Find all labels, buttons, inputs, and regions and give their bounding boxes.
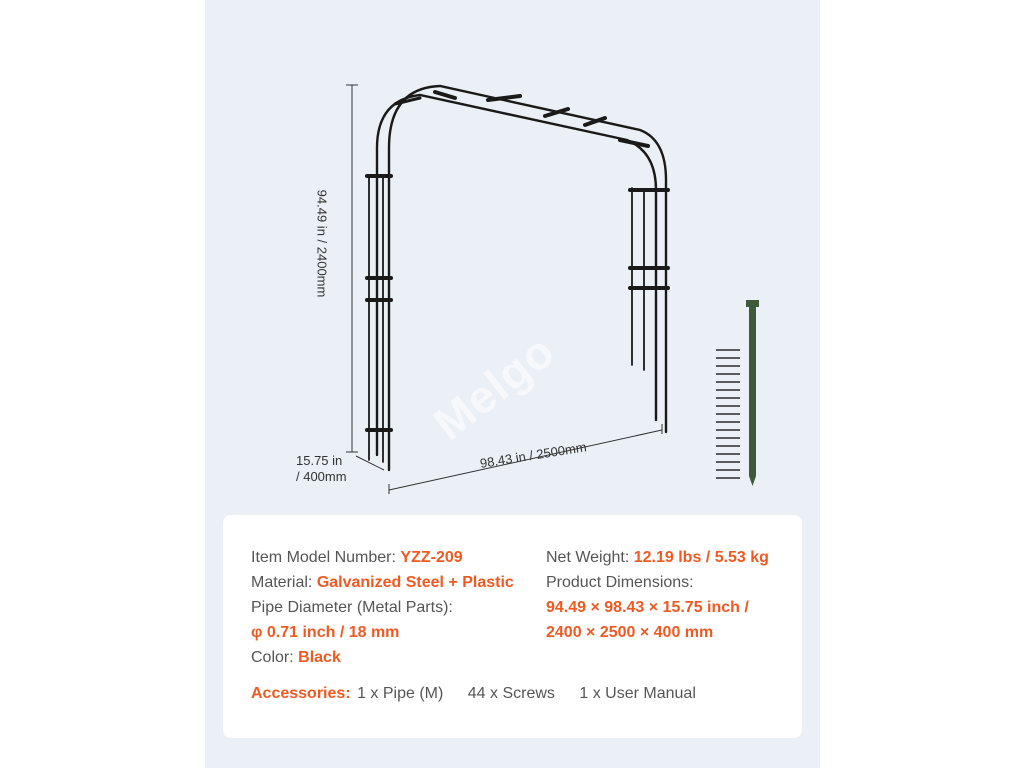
accessory-item: 1 x Pipe (M): [357, 685, 444, 702]
material-label: Material:: [251, 574, 313, 591]
depth-dimension-line1: 15.75 in: [296, 453, 343, 468]
material-value: Galvanized Steel + Plastic: [316, 574, 514, 591]
model-spec: [251, 545, 463, 570]
pipe-value: φ 0.71 inch / 18 mm: [251, 624, 400, 641]
material-spec: [251, 570, 514, 595]
accessory-item: 1 x User Manual: [579, 685, 696, 702]
model-label: Item Model Number:: [251, 549, 396, 566]
accessories-label: Accessories:: [251, 685, 351, 702]
color-spec: [251, 645, 341, 670]
depth-dimension-line2: / 400mm: [296, 469, 347, 484]
model-value: YZZ-209: [400, 549, 463, 566]
accessories-row: [251, 685, 696, 703]
screws-bundle: [716, 350, 740, 478]
product-dim-label: Product Dimensions:: [546, 574, 694, 591]
color-value: Black: [298, 649, 341, 666]
weight-value: 12.19 lbs / 5.53 kg: [633, 549, 769, 566]
product-dim-line1: 94.49 × 98.43 × 15.75 inch /: [546, 599, 749, 616]
height-dimension-label: 94.49 in / 2400mm: [314, 189, 330, 298]
width-dimension-label: 98.43 in / 2500mm: [478, 439, 588, 471]
accessory-item: 44 x Screws: [467, 685, 555, 702]
arch-frame: [367, 86, 668, 470]
weight-label: Net Weight:: [546, 549, 630, 566]
product-dim-line2: 2400 × 2500 × 400 mm: [546, 624, 714, 641]
color-label: Color:: [251, 649, 294, 666]
specs-card: [223, 515, 802, 738]
ground-pipe: [746, 300, 759, 486]
weight-spec: [546, 545, 769, 570]
pipe-label: Pipe Diameter (Metal Parts):: [251, 599, 453, 616]
depth-dimension-label: [296, 453, 347, 485]
brand-watermark: Melgo: [423, 324, 565, 450]
dimension-lines: [346, 85, 662, 494]
